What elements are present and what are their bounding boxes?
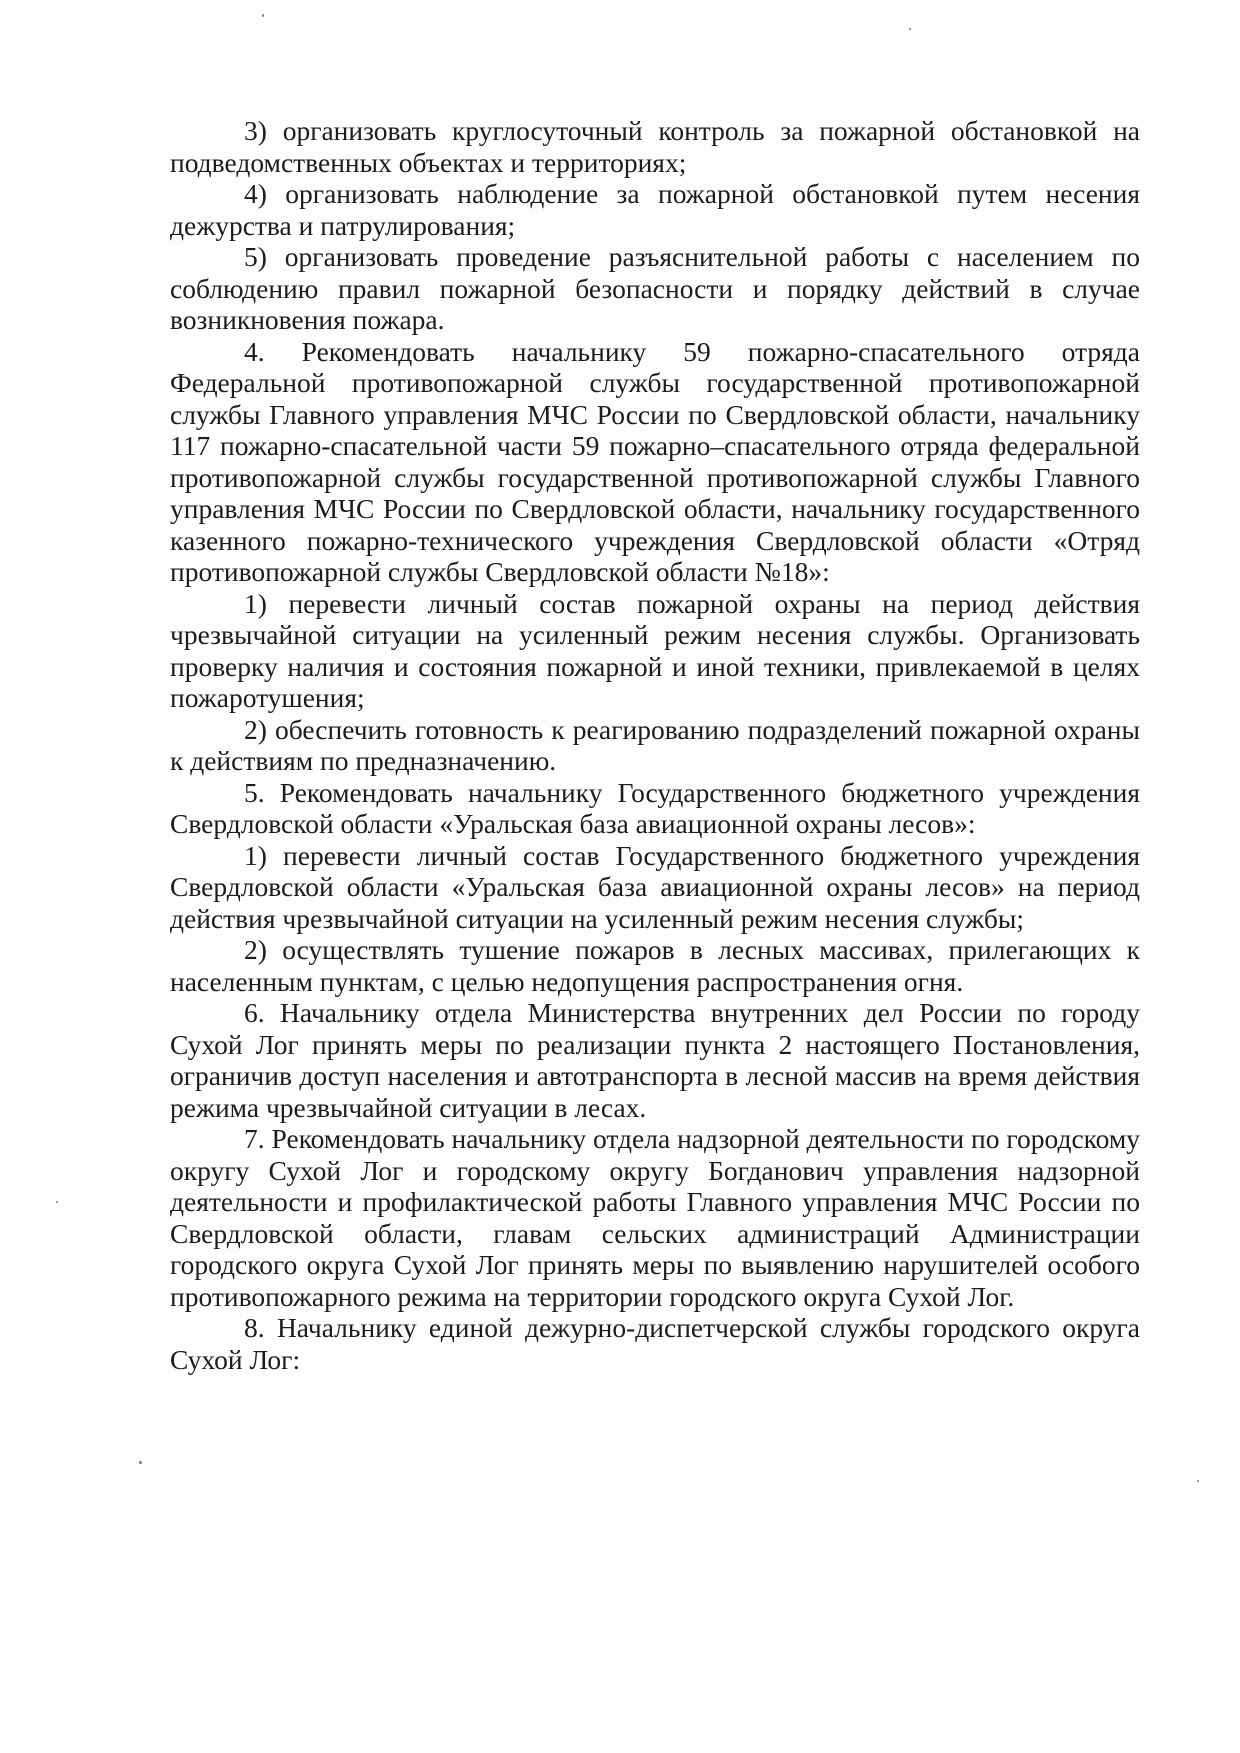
scan-speck: [909, 28, 911, 30]
paragraph-item-6: 6. Начальнику отдела Министерства внутренних дел России по городу Сухой Лог принять меры по реализации пункта 2 настоящего Постановления, ограничив доступ населения и автотранспорта в лесной массив на время действия режима чрезвычайной ситуации в лесах.: [170, 997, 1140, 1123]
scan-speck: [262, 14, 264, 17]
paragraph-item-8: 8. Начальнику единой дежурно-диспетчерской службы городского округа Сухой Лог:: [170, 1312, 1140, 1375]
paragraph-item-4: 4. Рекомендовать начальнику 59 пожарно-спасательного отряда Федеральной противопожарной службы государственной противопожарной службы Главного управления МЧС России по Свердловской области, начальнику 117 пожарно-спасательной части 59 пожарно–спасательного отряда федеральной противопожарной службы государственной противопожарной службы Главного управления МЧС России по Свердловской области, начальнику государственного казенного пожарно-технического учреждения Свердловской области «Отряд противопожарной службы Свердловской области №18»:: [170, 335, 1140, 587]
document-body: [170, 115, 1140, 1375]
paragraph-item-5-sub-2: 2) осуществлять тушение пожаров в лесных массивах, прилегающих к населенным пунктам, с целью недопущения распространения огня.: [170, 934, 1140, 997]
scan-speck: [56, 1201, 58, 1203]
paragraph-sub-4: 4) организовать наблюдение за пожарной обстановкой путем несения дежурства и патрулирования;: [170, 178, 1140, 241]
paragraph-sub-3: 3) организовать круглосуточный контроль за пожарной обстановкой на подведомственных объектах и территориях;: [170, 115, 1140, 178]
scan-speck: [1197, 1480, 1199, 1482]
paragraph-item-5: 5. Рекомендовать начальнику Государственного бюджетного учреждения Свердловской области «Уральская база авиационной охраны лесов»:: [170, 776, 1140, 839]
scan-speck: [139, 1461, 142, 1464]
paragraph-item-4-sub-2: 2) обеспечить готовность к реагированию подразделений пожарной охраны к действиям по предназначению.: [170, 713, 1140, 776]
paragraph-sub-5: 5) организовать проведение разъяснительной работы с населением по соблюдению правил пожарной безопасности и порядку действий в случае возникновения пожара.: [170, 241, 1140, 335]
paragraph-item-7: 7. Рекомендовать начальнику отдела надзорной деятельности по городскому округу Сухой Лог и городскому округу Богданович управления надзорной деятельности и профилактической работы Главного управления МЧС России по Свердловской области, главам сельских администраций Администрации городского округа Сухой Лог принять меры по выявлению нарушителей особого противопожарного режима на территории городского округа Сухой Лог.: [170, 1123, 1140, 1312]
paragraph-item-4-sub-1: 1) перевести личный состав пожарной охраны на период действия чрезвычайной ситуации на усиленный режим несения службы. Организовать проверку наличия и состояния пожарной и иной техники, привлекаемой в целях пожаротушения;: [170, 587, 1140, 713]
paragraph-item-5-sub-1: 1) перевести личный состав Государственного бюджетного учреждения Свердловской области «Уральская база авиационной охраны лесов» на период действия чрезвычайной ситуации на усиленный режим несения службы;: [170, 839, 1140, 934]
